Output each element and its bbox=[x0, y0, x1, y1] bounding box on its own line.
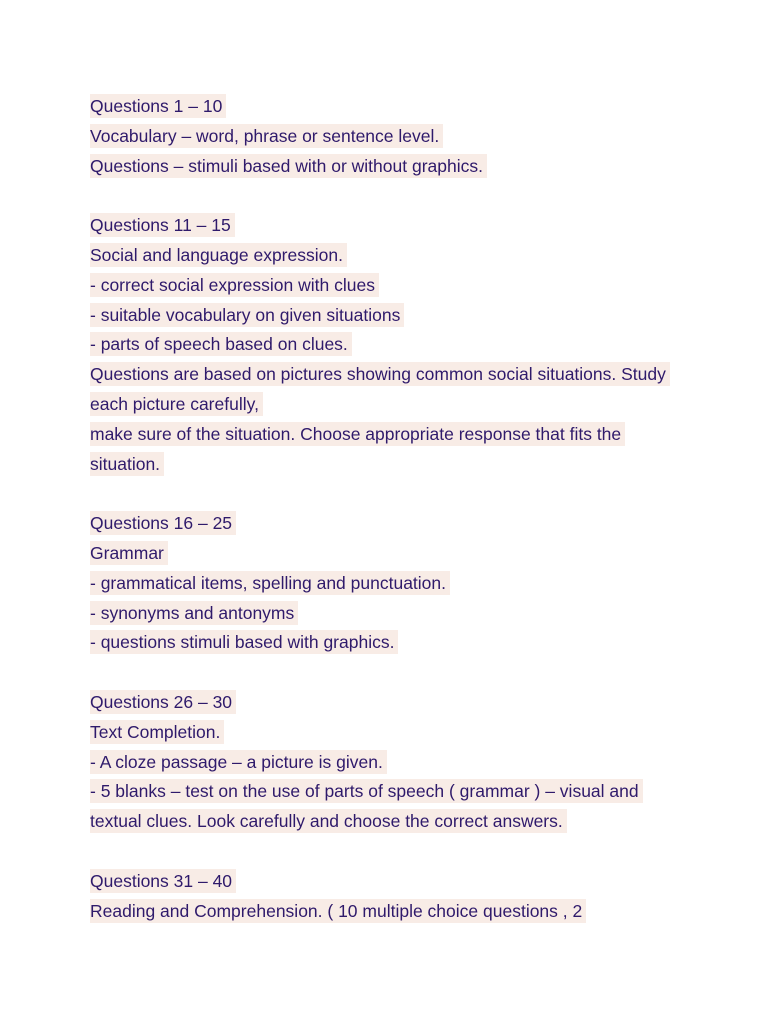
section-questions-31-40 bbox=[90, 867, 690, 927]
section-line: Vocabulary – word, phrase or sentence level. bbox=[90, 124, 443, 148]
section-questions-16-25 bbox=[90, 509, 690, 658]
section-heading: Questions 11 – 15 bbox=[90, 213, 235, 237]
section-line: - A cloze passage – a picture is given. bbox=[90, 750, 387, 774]
section-line: - synonyms and antonyms bbox=[90, 601, 298, 625]
section-line: textual clues. Look carefully and choose the correct answers. bbox=[90, 809, 567, 833]
section-line: - parts of speech based on clues. bbox=[90, 332, 352, 356]
section-line: Questions – stimuli based with or without graphics. bbox=[90, 154, 487, 178]
section-questions-1-10 bbox=[90, 92, 690, 181]
section-line: - correct social expression with clues bbox=[90, 273, 379, 297]
section-line: each picture carefully, bbox=[90, 392, 263, 416]
section-line: situation. bbox=[90, 452, 164, 476]
section-heading: Questions 1 – 10 bbox=[90, 94, 226, 118]
section-line: Questions are based on pictures showing common social situations. Study bbox=[90, 362, 670, 386]
section-heading: Questions 16 – 25 bbox=[90, 511, 236, 535]
document-page bbox=[90, 92, 690, 956]
section-line: Reading and Comprehension. ( 10 multiple choice questions , 2 bbox=[90, 899, 586, 923]
section-questions-11-15 bbox=[90, 211, 690, 479]
section-line: Text Completion. bbox=[90, 720, 224, 744]
section-line: - 5 blanks – test on the use of parts of speech ( grammar ) – visual and bbox=[90, 779, 643, 803]
section-line: make sure of the situation. Choose appropriate response that fits the bbox=[90, 422, 625, 446]
section-line: - suitable vocabulary on given situations bbox=[90, 303, 404, 327]
section-line: - questions stimuli based with graphics. bbox=[90, 630, 398, 654]
section-line: - grammatical items, spelling and punctuation. bbox=[90, 571, 450, 595]
section-line: Social and language expression. bbox=[90, 243, 347, 267]
section-heading: Questions 31 – 40 bbox=[90, 869, 236, 893]
section-questions-26-30 bbox=[90, 688, 690, 837]
section-heading: Questions 26 – 30 bbox=[90, 690, 236, 714]
section-line: Grammar bbox=[90, 541, 168, 565]
